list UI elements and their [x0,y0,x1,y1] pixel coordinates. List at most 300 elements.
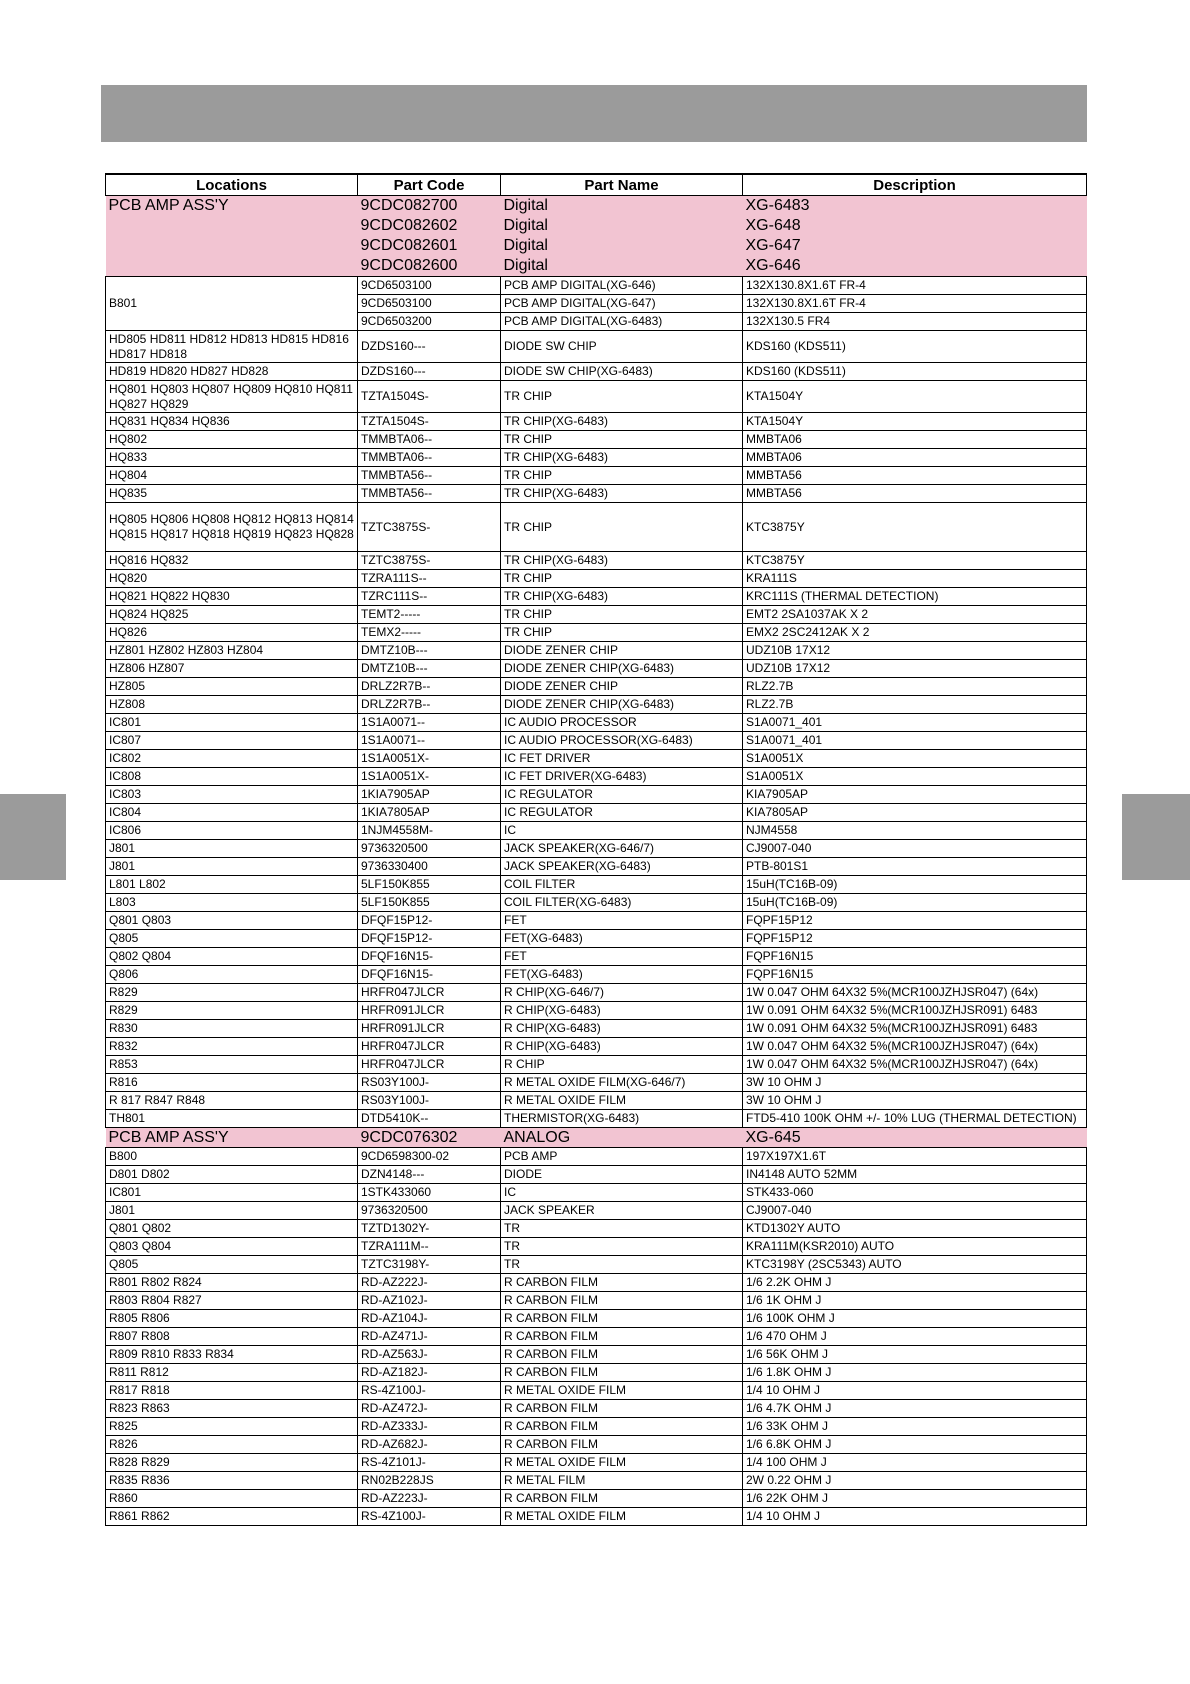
assy-code: 9CDC082601 [358,236,501,256]
assy-type: Digital [501,196,743,217]
cell-part-name: TR CHIP(XG-6483) [501,485,743,503]
cell-part-code: RS-4Z100J- [358,1508,501,1526]
cell-description: 1/6 33K OHM J [743,1418,1087,1436]
cell-part-name: DIODE [501,1166,743,1184]
table-row [106,966,1087,984]
table-row [106,588,1087,606]
cell-description: FQPF15P12 [743,930,1087,948]
cell-part-name: TR CHIP [501,624,743,642]
cell-description: MMBTA56 [743,485,1087,503]
table-row [106,363,1087,381]
assy-code: 9CDC082600 [358,256,501,277]
cell-part-code: DFQF15P12- [358,912,501,930]
table-row [106,822,1087,840]
cell-location: HQ820 [106,570,358,588]
cell-part-code: RD-AZ472J- [358,1400,501,1418]
cell-description: IN4148 AUTO 52MM [743,1166,1087,1184]
table-row [106,503,1087,552]
cell-part-name: TR [501,1256,743,1274]
table-row [106,1220,1087,1238]
cell-part-code: HRFR047JLCR [358,1038,501,1056]
analog-parts-body [106,1148,1087,1526]
cell-description: KTC3875Y [743,552,1087,570]
digital-assy-row [106,236,1087,256]
cell-location: IC807 [106,732,358,750]
cell-part-code: 9CD6503200 [358,313,501,331]
table-row [106,930,1087,948]
table-row [106,1472,1087,1490]
cell-part-name: PCB AMP DIGITAL(XG-6483) [501,313,743,331]
cell-location: HD805 HD811 HD812 HD813 HD815 HD816 HD817 HD818 [106,331,358,363]
cell-part-name: PCB AMP [501,1148,743,1166]
cell-description: 1/4 10 OHM J [743,1382,1087,1400]
cell-description: KTC3875Y [743,503,1087,552]
cell-part-name: R CARBON FILM [501,1436,743,1454]
cell-location: IC804 [106,804,358,822]
cell-part-code: TZTA1504S- [358,381,501,413]
cell-part-name: R CARBON FILM [501,1274,743,1292]
table-row [106,1310,1087,1328]
cell-location: HQ835 [106,485,358,503]
cell-part-code: RD-AZ104J- [358,1310,501,1328]
cell-location: HD819 HD820 HD827 HD828 [106,363,358,381]
col-header-description: Description [743,174,1087,196]
cell-location: R826 [106,1436,358,1454]
cell-description: PTB-801S1 [743,858,1087,876]
assy-model: XG-648 [743,216,1087,236]
cell-part-name: DIODE ZENER CHIP(XG-6483) [501,660,743,678]
cell-description: 1/6 56K OHM J [743,1346,1087,1364]
cell-part-code: RN02B228JS [358,1472,501,1490]
cell-part-code: RD-AZ333J- [358,1418,501,1436]
cell-description: 1/6 1.8K OHM J [743,1364,1087,1382]
table-row [106,552,1087,570]
assy-code: 9CDC082602 [358,216,501,236]
cell-part-name: DIODE ZENER CHIP [501,642,743,660]
side-tab-right [1122,794,1190,880]
cell-part-name: TR CHIP [501,606,743,624]
cell-part-name: TR [501,1220,743,1238]
cell-location: R803 R804 R827 [106,1292,358,1310]
cell-description: 132X130.5 FR4 [743,313,1087,331]
cell-part-code: RD-AZ222J- [358,1274,501,1292]
cell-part-name: R METAL FILM [501,1472,743,1490]
cell-part-name: R CARBON FILM [501,1418,743,1436]
cell-location: HZ808 [106,696,358,714]
cell-part-code: TZTC3198Y- [358,1256,501,1274]
cell-part-name: IC FET DRIVER [501,750,743,768]
cell-location: HZ805 [106,678,358,696]
cell-part-name: R CHIP(XG-6483) [501,1020,743,1038]
table-row [106,1110,1087,1128]
cell-location: J801 [106,1202,358,1220]
cell-part-code: DZDS160--- [358,331,501,363]
assy-model: XG-6483 [743,196,1087,217]
col-header-locations: Locations [106,174,358,196]
cell-description: 1/6 22K OHM J [743,1490,1087,1508]
cell-part-code: 9CD6503100 [358,295,501,313]
cell-part-code: DZN4148--- [358,1166,501,1184]
cell-part-code: 5LF150K855 [358,876,501,894]
cell-part-code: 1KIA7805AP [358,804,501,822]
table-row [106,624,1087,642]
cell-description: 1/6 470 OHM J [743,1328,1087,1346]
table-row [106,786,1087,804]
cell-location: Q805 [106,1256,358,1274]
assy-model: XG-647 [743,236,1087,256]
cell-location: HQ801 HQ803 HQ807 HQ809 HQ810 HQ811 HQ827 HQ829 [106,381,358,413]
cell-part-code: TZRC111S-- [358,588,501,606]
cell-description: NJM4558 [743,822,1087,840]
cell-part-name: JACK SPEAKER(XG-6483) [501,858,743,876]
table-row [106,678,1087,696]
table-row [106,1436,1087,1454]
table-row [106,1020,1087,1038]
cell-part-name: IC REGULATOR [501,804,743,822]
cell-description: S1A0051X [743,750,1087,768]
cell-location: R805 R806 [106,1310,358,1328]
cell-part-name: DIODE SW CHIP(XG-6483) [501,363,743,381]
digital-assy-header [106,196,1087,277]
assy-type: Digital [501,256,743,277]
cell-location: L801 L802 [106,876,358,894]
cell-part-name: TR CHIP(XG-6483) [501,449,743,467]
cell-description: KTA1504Y [743,381,1087,413]
cell-description: 132X130.8X1.6T FR-4 [743,295,1087,313]
cell-part-name: R CARBON FILM [501,1364,743,1382]
cell-description: 1/4 100 OHM J [743,1454,1087,1472]
cell-part-name: R CHIP(XG-6483) [501,1038,743,1056]
cell-description: KRA111S [743,570,1087,588]
cell-part-code: TMMBTA56-- [358,467,501,485]
table-row [106,948,1087,966]
cell-part-name: TR CHIP [501,381,743,413]
cell-part-code: DFQF16N15- [358,966,501,984]
cell-location: R832 [106,1038,358,1056]
cell-part-code: TEMX2----- [358,624,501,642]
cell-description: KIA7905AP [743,786,1087,804]
cell-location: R853 [106,1056,358,1074]
cell-location: R807 R808 [106,1328,358,1346]
table-row [106,1328,1087,1346]
cell-part-code: RD-AZ563J- [358,1346,501,1364]
cell-description: S1A0071_401 [743,714,1087,732]
cell-description: 2W 0.22 OHM J [743,1472,1087,1490]
table-row [106,768,1087,786]
cell-part-code: DRLZ2R7B-- [358,696,501,714]
table-row [106,1346,1087,1364]
cell-part-code: DMTZ10B--- [358,642,501,660]
cell-location: HQ824 HQ825 [106,606,358,624]
assy-code: 9CDC076302 [358,1128,501,1148]
cell-part-code: 1KIA7905AP [358,786,501,804]
cell-description: FQPF16N15 [743,966,1087,984]
assy-code: 9CDC082700 [358,196,501,217]
cell-description: 1W 0.047 OHM 64X32 5%(MCR100JZHJSR047) (64x) [743,984,1087,1002]
cell-description: RLZ2.7B [743,678,1087,696]
cell-location: R825 [106,1418,358,1436]
cell-part-name: IC [501,822,743,840]
cell-part-code: DZDS160--- [358,363,501,381]
cell-location: Q802 Q804 [106,948,358,966]
assy-type: ANALOG [501,1128,743,1148]
table-row [106,858,1087,876]
cell-part-name: R METAL OXIDE FILM [501,1092,743,1110]
cell-part-code: HRFR047JLCR [358,984,501,1002]
table-row [106,1148,1087,1166]
cell-description: S1A0071_401 [743,732,1087,750]
cell-description: FQPF15P12 [743,912,1087,930]
cell-location: TH801 [106,1110,358,1128]
table-row [106,1056,1087,1074]
cell-description: RLZ2.7B [743,696,1087,714]
cell-part-code: RD-AZ223J- [358,1490,501,1508]
cell-description: FTD5-410 100K OHM +/- 10% LUG (THERMAL DETECTION) [743,1110,1087,1128]
col-header-part-code: Part Code [358,174,501,196]
cell-part-code: 1S1A0051X- [358,768,501,786]
cell-part-name: R METAL OXIDE FILM [501,1508,743,1526]
cell-part-code: TZTD1302Y- [358,1220,501,1238]
cell-part-code: DTD5410K-- [358,1110,501,1128]
cell-description: KIA7805AP [743,804,1087,822]
table-row [106,1490,1087,1508]
cell-location: R828 R829 [106,1454,358,1472]
cell-description: 15uH(TC16B-09) [743,894,1087,912]
table-row [106,750,1087,768]
cell-part-name: R CHIP(XG-6483) [501,1002,743,1020]
cell-part-name: TR CHIP(XG-6483) [501,552,743,570]
cell-part-code: HRFR091JLCR [358,1020,501,1038]
col-header-part-name: Part Name [501,174,743,196]
table-row [106,696,1087,714]
table-row [106,1092,1087,1110]
table-row [106,732,1087,750]
table-row [106,1238,1087,1256]
cell-description: UDZ10B 17X12 [743,642,1087,660]
parts-table [105,173,1087,1526]
cell-part-code: 5LF150K855 [358,894,501,912]
cell-description: 132X130.8X1.6T FR-4 [743,277,1087,295]
table-row [106,467,1087,485]
assy-model: XG-646 [743,256,1087,277]
table-row [106,1454,1087,1472]
cell-location: IC801 [106,714,358,732]
digital-assy-row [106,256,1087,277]
cell-description: 3W 10 OHM J [743,1092,1087,1110]
cell-part-code: 9736320500 [358,1202,501,1220]
cell-part-code: 1S1A0071-- [358,732,501,750]
cell-description: 197X197X1.6T [743,1148,1087,1166]
cell-part-code: TMMBTA56-- [358,485,501,503]
cell-description: 1/6 4.7K OHM J [743,1400,1087,1418]
cell-part-name: R CARBON FILM [501,1490,743,1508]
cell-location: R817 R818 [106,1382,358,1400]
analog-assy-row [106,1128,1087,1148]
table-row [106,570,1087,588]
cell-part-code: 1NJM4558M- [358,822,501,840]
cell-description: KTC3198Y (2SC5343) AUTO [743,1256,1087,1274]
cell-location: R829 [106,984,358,1002]
table-row [106,381,1087,413]
table-row [106,1292,1087,1310]
cell-location: IC806 [106,822,358,840]
digital-parts-body [106,277,1087,1128]
table-row [106,1400,1087,1418]
cell-part-code: RS-4Z100J- [358,1382,501,1400]
cell-part-code: 1STK433060 [358,1184,501,1202]
cell-location: Q801 Q803 [106,912,358,930]
cell-part-name: IC AUDIO PROCESSOR [501,714,743,732]
cell-part-name: R METAL OXIDE FILM [501,1382,743,1400]
table-row [106,1184,1087,1202]
cell-part-code: 1S1A0051X- [358,750,501,768]
cell-part-name: TR CHIP(XG-6483) [501,413,743,431]
cell-part-code: DFQF16N15- [358,948,501,966]
assy-title: PCB AMP ASS'Y [106,196,358,217]
table-row [106,804,1087,822]
cell-description: KRC111S (THERMAL DETECTION) [743,588,1087,606]
cell-part-code: TMMBTA06-- [358,449,501,467]
cell-part-name: COIL FILTER(XG-6483) [501,894,743,912]
cell-location: IC803 [106,786,358,804]
cell-location: R861 R862 [106,1508,358,1526]
cell-description: 1/6 1K OHM J [743,1292,1087,1310]
cell-part-name: IC REGULATOR [501,786,743,804]
cell-description: UDZ10B 17X12 [743,660,1087,678]
cell-part-code: TZRA111M-- [358,1238,501,1256]
table-row [106,840,1087,858]
cell-location: R816 [106,1074,358,1092]
table-row [106,449,1087,467]
cell-part-name: FET [501,948,743,966]
cell-part-name: R CHIP [501,1056,743,1074]
analog-assy-header [106,1128,1087,1148]
cell-part-name: R CARBON FILM [501,1400,743,1418]
cell-part-name: R CARBON FILM [501,1328,743,1346]
cell-part-name: TR CHIP(XG-6483) [501,588,743,606]
cell-part-code: 9CD6503100 [358,277,501,295]
cell-part-code: TZTA1504S- [358,413,501,431]
cell-part-name: JACK SPEAKER(XG-646/7) [501,840,743,858]
cell-part-code: RD-AZ682J- [358,1436,501,1454]
cell-part-name: IC FET DRIVER(XG-6483) [501,768,743,786]
cell-location: Q806 [106,966,358,984]
cell-part-code: RS-4Z101J- [358,1454,501,1472]
cell-part-name: IC [501,1184,743,1202]
cell-location: R835 R836 [106,1472,358,1490]
cell-part-code: DFQF15P12- [358,930,501,948]
cell-location: Q801 Q802 [106,1220,358,1238]
cell-location: HZ806 HZ807 [106,660,358,678]
cell-description: 1/6 100K OHM J [743,1310,1087,1328]
cell-part-name: R CARBON FILM [501,1310,743,1328]
cell-part-name: JACK SPEAKER [501,1202,743,1220]
cell-part-name: FET(XG-6483) [501,966,743,984]
header-bar [101,85,1087,142]
cell-description: STK433-060 [743,1184,1087,1202]
assy-model: XG-645 [743,1128,1087,1148]
cell-location: B800 [106,1148,358,1166]
cell-location: R811 R812 [106,1364,358,1382]
cell-part-name: FET(XG-6483) [501,930,743,948]
table-row [106,912,1087,930]
cell-description: 1W 0.047 OHM 64X32 5%(MCR100JZHJSR047) (64x) [743,1038,1087,1056]
cell-location: R809 R810 R833 R834 [106,1346,358,1364]
table-row [106,277,1087,295]
cell-part-name: PCB AMP DIGITAL(XG-647) [501,295,743,313]
cell-part-code: HRFR091JLCR [358,1002,501,1020]
cell-part-code: HRFR047JLCR [358,1056,501,1074]
cell-location: HQ805 HQ806 HQ808 HQ812 HQ813 HQ814 HQ815 HQ817 HQ818 HQ819 HQ823 HQ828 [106,503,358,552]
table-row [106,1202,1087,1220]
cell-location: HQ833 [106,449,358,467]
cell-part-name: IC AUDIO PROCESSOR(XG-6483) [501,732,743,750]
cell-location: HZ801 HZ802 HZ803 HZ804 [106,642,358,660]
cell-location: R829 [106,1002,358,1020]
table-row [106,606,1087,624]
table-row [106,984,1087,1002]
table-row [106,485,1087,503]
cell-location: HQ802 [106,431,358,449]
cell-part-name: DIODE ZENER CHIP [501,678,743,696]
table-row [106,413,1087,431]
cell-location: R 817 R847 R848 [106,1092,358,1110]
cell-description: EMX2 2SC2412AK X 2 [743,624,1087,642]
cell-location: R823 R863 [106,1400,358,1418]
cell-location: L803 [106,894,358,912]
table-row [106,894,1087,912]
cell-description: 1/4 10 OHM J [743,1508,1087,1526]
table-row [106,1002,1087,1020]
cell-description: MMBTA06 [743,449,1087,467]
cell-location: R860 [106,1490,358,1508]
digital-assy-row [106,196,1087,217]
cell-part-code: TMMBTA06-- [358,431,501,449]
cell-location: J801 [106,858,358,876]
cell-location: IC801 [106,1184,358,1202]
cell-location: HQ831 HQ834 HQ836 [106,413,358,431]
cell-part-name: PCB AMP DIGITAL(XG-646) [501,277,743,295]
table-row [106,1382,1087,1400]
cell-description: 1/6 2.2K OHM J [743,1274,1087,1292]
cell-location: D801 D802 [106,1166,358,1184]
cell-part-code: TZTC3875S- [358,503,501,552]
table-row [106,1364,1087,1382]
cell-description: MMBTA56 [743,467,1087,485]
cell-part-name: R METAL OXIDE FILM(XG-646/7) [501,1074,743,1092]
cell-location: B801 [106,277,358,331]
cell-part-code: TEMT2----- [358,606,501,624]
cell-part-name: R CHIP(XG-646/7) [501,984,743,1002]
cell-part-code: RD-AZ471J- [358,1328,501,1346]
table-row [106,1274,1087,1292]
cell-description: 1W 0.091 OHM 64X32 5%(MCR100JZHJSR091) 6483 [743,1002,1087,1020]
cell-location: HQ816 HQ832 [106,552,358,570]
table-row [106,1418,1087,1436]
parts-list [105,173,1086,1526]
assy-title: PCB AMP ASS'Y [106,1128,358,1148]
cell-location: Q803 Q804 [106,1238,358,1256]
assy-type: Digital [501,216,743,236]
cell-description: KTD1302Y AUTO [743,1220,1087,1238]
cell-part-code: RD-AZ102J- [358,1292,501,1310]
cell-location: HQ821 HQ822 HQ830 [106,588,358,606]
cell-description: 1/6 6.8K OHM J [743,1436,1087,1454]
cell-description: 3W 10 OHM J [743,1074,1087,1092]
cell-location: R801 R802 R824 [106,1274,358,1292]
cell-part-code: RS03Y100J- [358,1092,501,1110]
table-row [106,714,1087,732]
